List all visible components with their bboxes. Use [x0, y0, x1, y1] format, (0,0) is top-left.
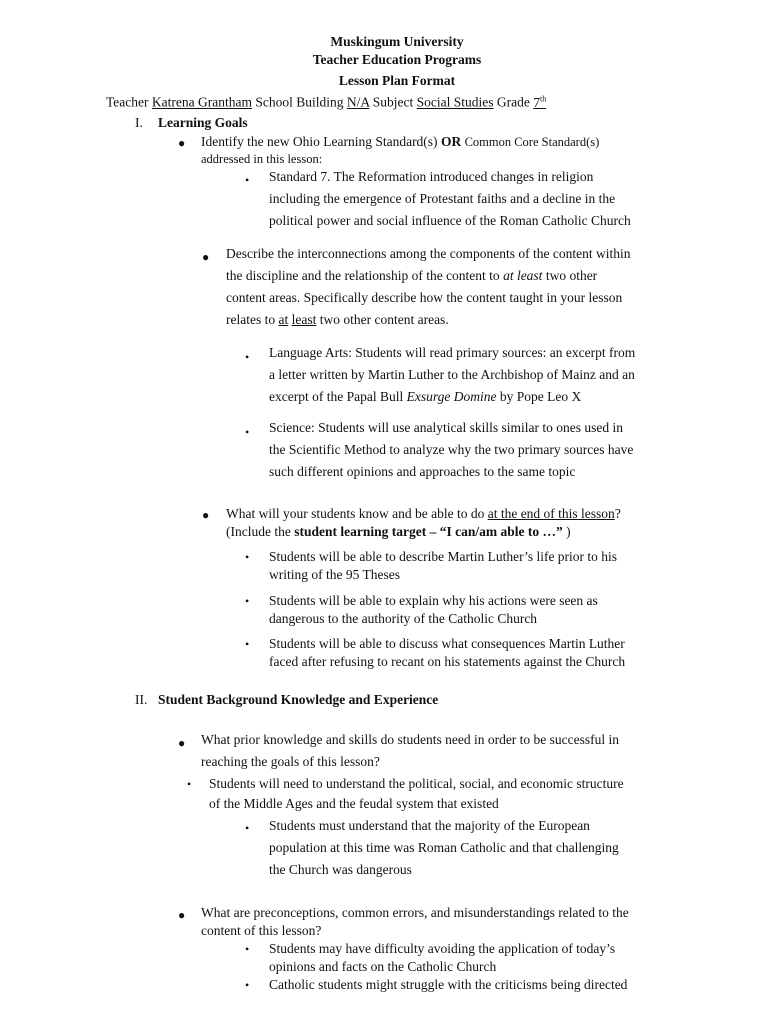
bullet-icon: ● [178, 136, 186, 150]
bullet-icon: • [245, 978, 250, 992]
section1-title: Learning Goals [158, 115, 248, 130]
misconception-item: Students may have difficulty avoiding the application of today’s opinions and facts on the Catholic Church [269, 941, 616, 974]
prior-knowledge-item: Students will need to understand the political, social, and economic structure of the Middle Ages and the feudal system that existed [209, 776, 624, 811]
learning-target-question: What will your students know and be able to do at the end of this lesson? (Include the student learning target – “I can/am able to …” ) [226, 506, 621, 539]
science-item: Science: Students will use analytical skills similar to ones used in the Scientific Method to analyze why the two primary sources have such different opinions and approaches to the same topic [269, 420, 634, 479]
standard-question-line2: addressed in this lesson: [201, 152, 323, 166]
section2-numeral: II. [135, 692, 148, 707]
target-item: Students will be able to explain why his actions were seen as dangerous to the authority of the Catholic Church [269, 593, 598, 626]
info-line [106, 94, 546, 111]
target-item: Students will be able to describe Martin Luther’s life prior to his writing of the 95 Theses [269, 549, 618, 582]
interconnections-question: Describe the interconnections among the components of the content within the discipline and the relationship of the content to at least two other content areas. Specifically describe how the content taught in your lesson relates to at least two other content areas. [226, 246, 631, 327]
standard-7-item: Standard 7. The Reformation introduced changes in religion including the emergence of Protestant faiths and a decline in the political power and social influence of the Roman Catholic Church [269, 169, 631, 228]
university-title: Muskingum University [330, 34, 464, 49]
program-title: Teacher Education Programs [312, 52, 482, 67]
section2-title: Student Background Knowledge and Experience [158, 692, 439, 707]
standard-question-line1: Identify the new Ohio Learning Standard(s) OR Common Core Standard(s) [201, 134, 600, 149]
bullet-icon: • [245, 821, 250, 835]
bullet-icon: ● [178, 736, 186, 750]
bullet-icon: ● [178, 908, 186, 922]
misconception-item: Catholic students might struggle with the criticisms being directed [269, 977, 628, 992]
format-title: Lesson Plan Format [338, 73, 456, 88]
bullet-icon: • [245, 350, 250, 364]
bullet-icon: • [245, 550, 250, 564]
school-label: School Building [255, 94, 344, 110]
subject-name: Social Studies [416, 94, 494, 110]
misconceptions-question: What are preconceptions, common errors, and misunderstandings related to the content of this lesson? [201, 905, 629, 938]
bullet-icon: • [245, 594, 250, 608]
bullet-icon: ● [202, 250, 210, 264]
prior-knowledge-question: What prior knowledge and skills do students need in order to be successful in reaching the goals of this lesson? [201, 732, 620, 769]
grade-label: Grade [496, 94, 530, 110]
bullet-icon: • [245, 173, 250, 187]
bullet-icon: • [245, 637, 250, 651]
grade-value: 7th [533, 94, 547, 110]
bullet-icon: • [245, 942, 250, 956]
bullet-icon: • [187, 777, 192, 791]
language-arts-item: Language Arts: Students will read primary sources: an excerpt from a letter written by Martin Luther to the Archbishop of Mainz and an excerpt of the Papal Bull Exsurge Domine by Pope Leo X [269, 345, 636, 404]
bullet-icon: • [245, 425, 250, 439]
teacher-name: Katrena Grantham [151, 94, 252, 110]
teacher-label: Teacher [106, 94, 149, 110]
school-name: N/A [346, 94, 370, 110]
section1-numeral: I. [135, 115, 143, 130]
target-item: Students will be able to discuss what consequences Martin Luther faced after refusing to recant on his statements against the Church [269, 636, 626, 669]
subject-label: Subject [372, 94, 414, 110]
prior-knowledge-subitem: Students must understand that the majority of the European population at this time was Roman Catholic and that challenging the Church was dangerous [269, 818, 619, 877]
bullet-icon: ● [202, 508, 210, 522]
